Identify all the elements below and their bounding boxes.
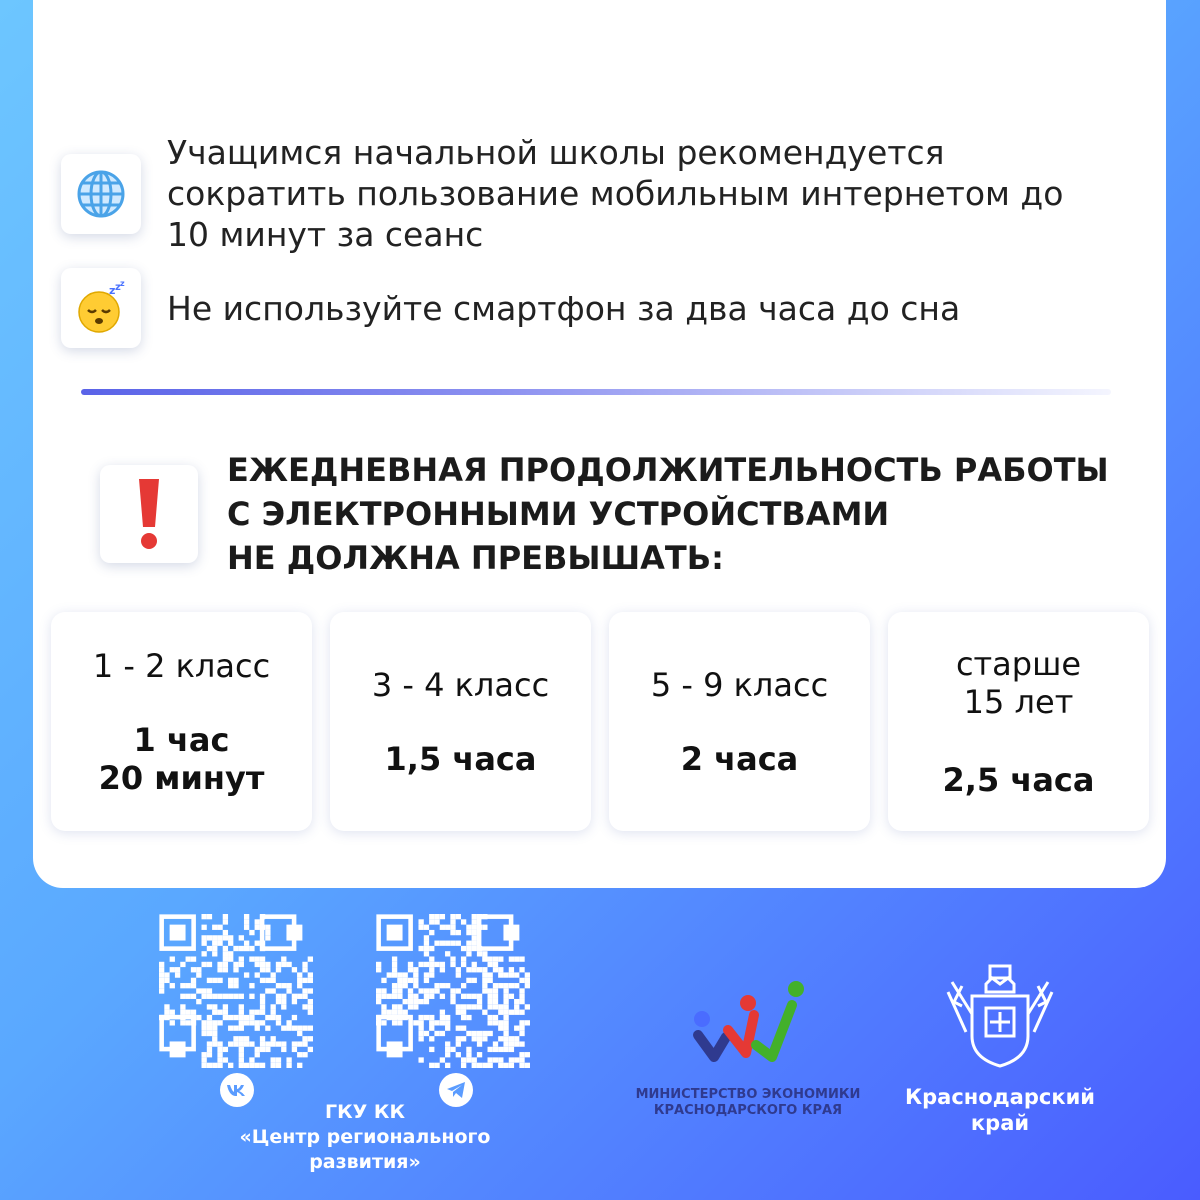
limit-grade: 1 - 2 класс bbox=[92, 646, 271, 685]
svg-text:z: z bbox=[120, 280, 125, 288]
limit-grade: старше 15 лет bbox=[955, 644, 1082, 721]
region-emblem-block bbox=[900, 962, 1100, 1136]
ministry-name: МИНИСТЕРСТВО ЭКОНОМИКИ КРАСНОДАРСКОГО КРАЯ bbox=[635, 1087, 861, 1118]
tip-sleep bbox=[61, 268, 960, 348]
ministry-logo-icon bbox=[678, 975, 818, 1075]
qr-code-icon bbox=[376, 914, 530, 1068]
limit-card-3-4 bbox=[330, 612, 591, 831]
tip-internet bbox=[61, 132, 1107, 255]
svg-text:z: z bbox=[109, 284, 116, 297]
exclamation-icon bbox=[129, 475, 169, 553]
qr-code-vk[interactable] bbox=[159, 914, 313, 1068]
warning-line-1: ЕЖЕДНЕВНАЯ ПРОДОЛЖИТЕЛЬНОСТЬ РАБОТЫ bbox=[227, 451, 1109, 489]
warning-line-2: С ЭЛЕКТРОННЫМИ УСТРОЙСТВАМИ bbox=[227, 495, 890, 533]
limit-card-5-9 bbox=[609, 612, 870, 831]
content-card bbox=[33, 0, 1166, 888]
qr-code-icon bbox=[159, 914, 313, 1068]
limit-time: 2,5 часа bbox=[942, 760, 1095, 799]
sleepy-face-icon bbox=[73, 280, 129, 336]
qr-code-telegram[interactable] bbox=[376, 914, 530, 1068]
divider bbox=[81, 389, 1111, 395]
coat-of-arms-icon bbox=[942, 962, 1058, 1074]
limit-grade: 5 - 9 класс bbox=[650, 665, 829, 704]
warning-block bbox=[100, 448, 1109, 580]
tip-sleep-text: Не используйте смартфон за два часа до сна bbox=[167, 288, 961, 328]
limit-grade: 3 - 4 класс bbox=[371, 665, 550, 704]
limit-card-15-plus bbox=[888, 612, 1149, 831]
vk-icon bbox=[226, 1083, 248, 1097]
limit-time: 2 часа bbox=[680, 739, 799, 778]
limit-time: 1 час 20 минут bbox=[98, 720, 265, 797]
svg-text:z: z bbox=[115, 282, 121, 293]
limits-row bbox=[51, 612, 1149, 831]
ministry-logo-block bbox=[632, 975, 864, 1119]
org-line-1: ГКУ КК bbox=[325, 1101, 405, 1123]
org-name bbox=[215, 1100, 515, 1175]
sleepy-face-icon-box bbox=[61, 268, 141, 348]
globe-icon bbox=[75, 168, 127, 220]
org-line-2: «Центр регионального bbox=[239, 1126, 491, 1148]
limit-card-1-2 bbox=[51, 612, 312, 831]
telegram-icon bbox=[446, 1081, 466, 1099]
limit-time: 1,5 часа bbox=[384, 739, 537, 778]
globe-icon-box bbox=[61, 154, 141, 234]
region-name: Краснодарский край bbox=[904, 1085, 1096, 1135]
warning-title bbox=[227, 448, 1109, 580]
org-line-3: развития» bbox=[309, 1151, 421, 1173]
warning-line-3: НЕ ДОЛЖНА ПРЕВЫШАТЬ: bbox=[227, 539, 724, 577]
tip-internet-text: Учащимся начальной школы рекомендуется сократить пользование мобильным интернетом до 10 минут за сеанс bbox=[167, 133, 1064, 254]
exclamation-icon-box bbox=[100, 465, 198, 563]
